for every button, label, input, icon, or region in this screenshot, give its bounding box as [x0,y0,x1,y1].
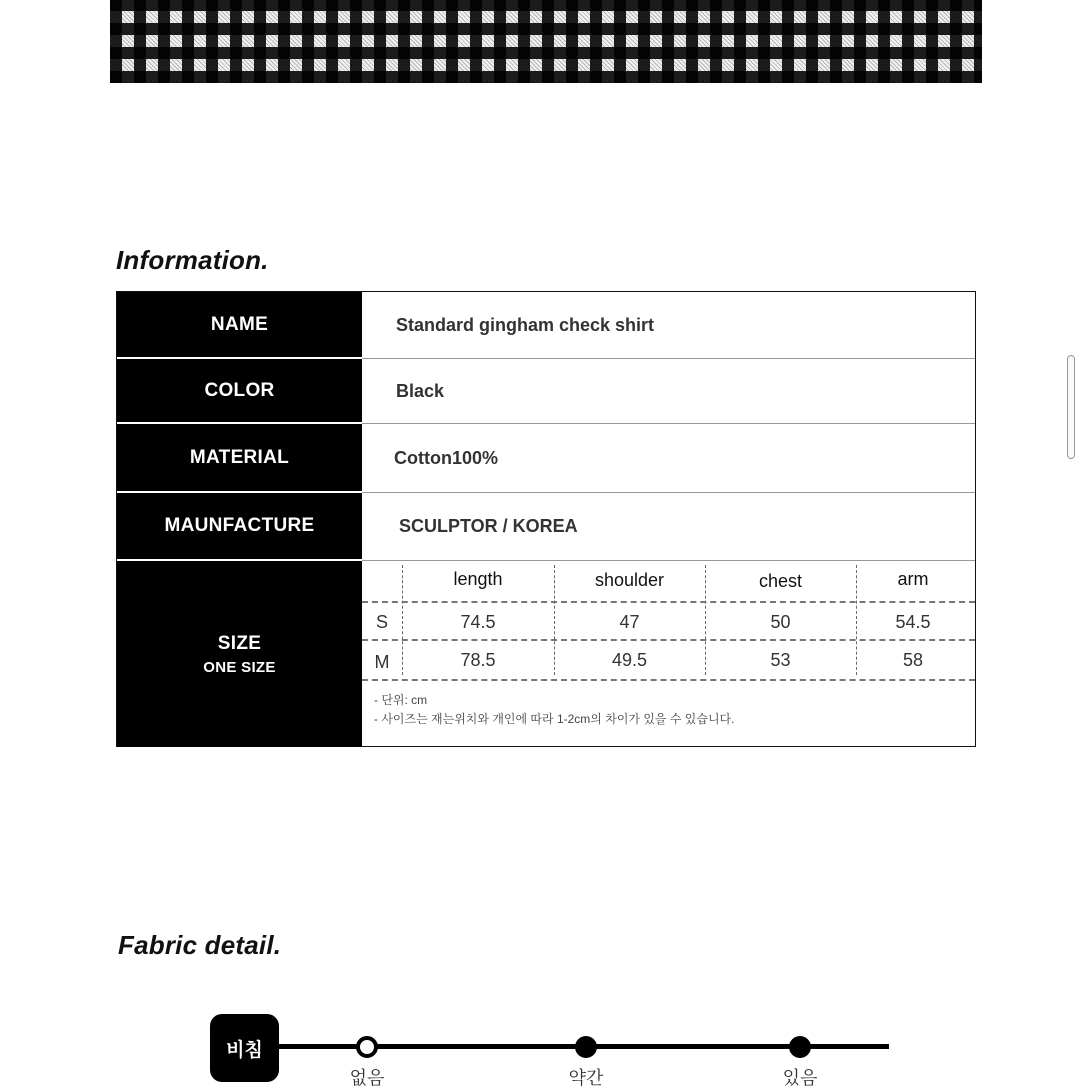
info-label-manufacture: MAUNFACTURE [117,493,362,561]
info-row-size [117,561,975,747]
size-col-header: length [453,569,503,589]
fabric-option-label: 없음 [349,1068,385,1088]
size-divider [362,679,975,681]
fabric-label-sheerness: 비침 [210,1014,279,1082]
size-cell: 50 [770,612,791,632]
size-cell: 49.5 [611,650,648,670]
information-title: Information. [116,245,269,275]
fabric-pattern-image [110,0,982,83]
info-label-size [117,561,362,747]
fabric-detail-title: Fabric detail. [118,930,282,960]
size-table [362,561,975,747]
size-cell: 53 [770,650,791,670]
size-cell: 58 [902,650,924,670]
info-row-color [117,359,975,424]
info-value-color: Black [362,359,975,424]
fabric-option-dot-selected [356,1036,378,1058]
info-label-color: COLOR [117,359,362,424]
information-table [116,291,976,747]
fabric-option-dot [789,1036,811,1058]
info-row-manufacture [117,493,975,561]
info-value-material: Cotton100% [362,424,975,493]
size-col-header: chest [758,571,803,591]
size-row-label: S [375,612,388,632]
info-value-manufacture: SCULPTOR / KOREA [362,493,975,561]
info-row-material [117,424,975,493]
size-row-label: M [374,652,390,672]
size-label: SIZE [217,632,262,654]
size-grid [362,561,975,681]
fabric-option-label: 약간 [568,1068,604,1088]
size-notes [374,691,734,729]
size-cell: 54.5 [895,612,931,632]
size-cell: 78.5 [460,650,496,670]
info-value-name: Standard gingham check shirt [362,292,975,359]
size-sublabel: ONE SIZE [203,658,276,676]
info-row-name [117,292,975,359]
size-divider [362,639,975,641]
scrollbar-thumb[interactable] [1067,355,1075,459]
info-label-name: NAME [117,292,362,359]
size-divider [362,601,975,603]
fabric-option-label: 있음 [782,1068,818,1088]
size-cell: 74.5 [460,612,496,632]
fabric-option-dot [575,1036,597,1058]
size-note: - 단위: cm [374,693,428,707]
size-col-header: arm [897,569,929,589]
fabric-detail-scale [0,1000,1084,1088]
info-label-material: MATERIAL [117,424,362,493]
size-note: - 사이즈는 재는위치와 개인에 따라 1-2cm의 차이가 있을 수 있습니다. [374,712,735,726]
size-cell: 47 [619,612,640,632]
size-col-header: shoulder [594,570,665,590]
